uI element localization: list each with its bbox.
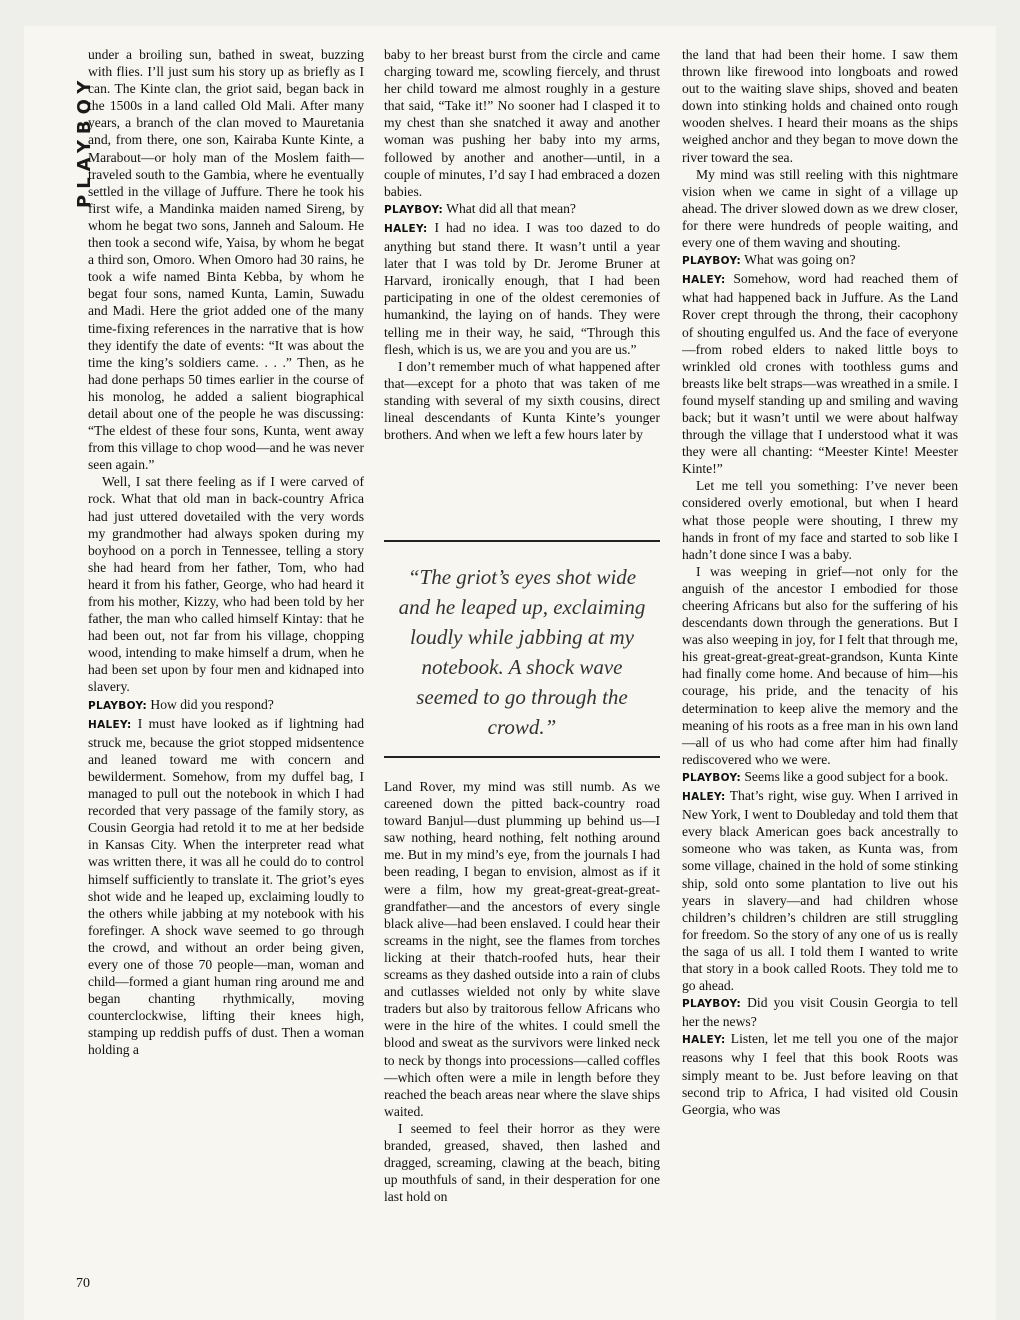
answer-text: That’s right, wise guy. When I arrived in New York, I went to Doubleday and told them that every black American goes back ancestrally to someone who was taken, as Kunta was, from some village, chained in the hold of some stinking ship, sold onto some plantation to live out his years in slavery—and had children whose children’s children’s children are still struggling for freedom. So the story of any one of us is really the saga of us all. I told them I wanted to write that story in a book called Roots. They told me to go ahead.: [682, 788, 959, 994]
speaker-label: HALEY:: [88, 718, 132, 731]
haley-answer: [682, 270, 958, 477]
speaker-label: PLAYBOY:: [384, 203, 443, 216]
col2-paragraph: Land Rover, my mind was still numb. As we careened down the pitted back-country road toward Banjul—dust plumming up behind us—I saw nothing, heard nothing, felt nothing around me. But in my mind’s eye, from the journals I had been reading, I began to envision, almost as if it were a film, how my great-great-great-great-grandfather—and the ancestors of every single black alive—had been enslaved. I could hear their screams in the night, see the flames from torches licking at their thatch-roofed huts, hear their screams as they dashed outside into a rain of clubs and cutlasses wielded not only by white slave traders but also by traitorous fellow Africans who were in the hire of the whites. I could smell the blood and sweat as the survivors were linked neck to neck by thongs into processions—called coffles—which often were a mile in length before they reached the beach areas near where the slave ships waited.: [384, 779, 660, 1119]
haley-answer: [682, 1030, 958, 1117]
question-text: What was going on?: [744, 252, 856, 268]
col2-paragraph: I seemed to feel their horror as they were branded, greased, shaved, then lashed and dragged, screaming, clawing at the beach, biting up mouthfuls of sand, in their desperation for one last hold on: [384, 1120, 660, 1205]
speaker-label: PLAYBOY:: [88, 699, 147, 712]
haley-answer: [682, 787, 958, 994]
column-2-top: [384, 46, 660, 443]
answer-text: I must have looked as if lightning had struck me, because the griot stopped midsentence and leaned toward me with concern and bewilderment. Somehow, from my duffel bag, I managed to pull out the notebook in which I had recorded that very passage of the family story, as Cousin Georgia had retold it to me at her bedside in Kansas City. When the interpreter read what was written there, it was all he could do to control himself sufficiently to translate it. The griot’s eyes shot wide and he leaped up, exclaiming loudly to the others while jabbing at my notebook with his forefinger. A shock wave seemed to go through the crowd, and without an order being given, every one of those 70 people—man, woman and child—formed a giant human ring around me and began chanting rhythmically, moving counterclockwise, lifting their knees high, stamping up reddish puffs of dust. Then a woman holding a: [88, 715, 364, 1058]
page-number: 70: [76, 1276, 90, 1291]
playboy-question: [88, 696, 364, 715]
playboy-question: [384, 200, 660, 219]
speaker-label: HALEY:: [682, 1034, 726, 1047]
col3-paragraph: I was weeping in grief—not only for the anguish of the ancestor I embodied for those cheering Africans but also for the suffering of his descendants down through the generations. But I was also weeping in joy, for I felt that through me, his great-great-great-great-grandson, Kunta Kinte had finally come home. And because of him—his courage, his pride, and the tenacity of his determination to keep alive the memory and the meaning of his roots as a free man in his own land—all of us who had come after him had finally rediscovered who we were.: [682, 563, 958, 767]
masthead: PLAYBOY: [74, 74, 95, 208]
speaker-label: PLAYBOY:: [682, 998, 741, 1011]
col1-paragraph: under a broiling sun, bathed in sweat, buzzing with flies. I’ll just sum his story up as briefly as I can. The Kinte clan, the griot said, began back in the 1500s in a land called Old Mali. After many years, a branch of the clan moved to Mauretania and, from there, one son, Kairaba Kunte Kinte, a Marabout—or holy man of the Moslem faith—traveled south to the Gambia, where he eventually settled in the village of Juffure. There he took his first wife, a Mandinka maiden named Sireng, by whom he begat two sons, Janneh and Saloum. He then took a second wife, Yaisa, by whom he begat a third son, Omoro. When Omoro had 30 rains, he took a wife named Binta Kebba, by whom he begat four sons, named Kunta, Lamin, Suwadu and Madi. Here the griot added one of the many time-fixing references in the narrative that is how they identify the date of events: “It was about the time the king’s soldiers came. . . .” Then, as he had done perhaps 50 times earlier in the course of his monolog, he added a salient biographical detail about one of the people he was discussing: “The eldest of these four sons, Kunta, went away from this village to chop wood—and he was never seen again.”: [88, 47, 364, 473]
answer-text: Listen, let me tell you one of the major reasons why I feel that this book Roots was simply meant to be. Just before leaving on that second trip to Africa, I had visited old Cousin Georgia, who was: [682, 1031, 958, 1117]
haley-answer: [88, 715, 364, 1059]
col2-paragraph: baby to her breast burst from the circle and came charging toward me, scowling fiercely, and thrust her child toward me almost roughly in a gesture that said, “Take it!” No sooner had I clasped it to my chest than she snatched it away and another woman was pushing her baby into my arms, followed by another and another—until, in a couple of minutes, I’d say I had embraced a dozen babies.: [384, 47, 660, 199]
question-text: What did all that mean?: [446, 200, 576, 216]
playboy-question: [682, 768, 958, 787]
speaker-label: PLAYBOY:: [682, 771, 741, 784]
question-text: How did you respond?: [150, 696, 274, 712]
playboy-question: [682, 994, 958, 1030]
speaker-label: HALEY:: [682, 274, 726, 287]
col3-paragraph: My mind was still reeling with this nightmare vision when we came in sight of a village up ahead. The driver slowed down as we drew closer, for there were hundreds of people waiting, and every one of them waving and shouting.: [682, 166, 958, 251]
question-text: Did you visit Cousin Georgia to tell her the news?: [682, 995, 958, 1030]
col3-paragraph: Let me tell you something: I’ve never been considered overly emotional, but when I heard what those people were shouting, I threw my hands in front of my face and started to sob like I hadn’t done since I was a baby.: [682, 478, 958, 562]
col1-paragraph: Well, I sat there feeling as if I were carved of rock. What that old man in back-country Africa had just uttered dovetailed with the very words my grandmother had always spoken during my boyhood on a porch in Tennessee, telling a story she had heard from her father, Tom, who had heard it from his father, George, who had heard it from his mother, Kizzy, who had been told by her father, the man who called himself Kintay: that he had been out, not far from his village, chopping wood, intending to make himself a drum, when he had been set upon by four men and kidnaped into slavery.: [88, 474, 364, 695]
playboy-question: [682, 251, 958, 270]
column-3: [682, 46, 958, 1118]
col2-paragraph: I don’t remember much of what happened after that—except for a photo that was taken of me standing with several of my sixth cousins, direct lineal descendants of Kunta Kinte’s younger brothers. And when we left a few hours later by: [384, 358, 660, 443]
answer-text: I had no idea. I was too dazed to do anything but stand there. It wasn’t until a year later that I was told by Dr. Jerome Bruner at Harvard, ironically enough, that I had been participating in one of the oldest ceremonies of humankind, the laying on of hands. They were telling me in their way, he said, “Through this flesh, which is us, we are you and you are us.”: [384, 219, 660, 357]
haley-answer: [384, 219, 660, 358]
speaker-label: PLAYBOY:: [682, 255, 741, 268]
pull-quote: “The griot’s eyes shot wide and he leaped up, exclaiming loudly while jabbing at my notebook. A shock wave seemed to go through the crowd.”: [384, 540, 660, 758]
column-1: [88, 46, 364, 1059]
column-2-bottom: [384, 778, 660, 1205]
col3-paragraph: the land that had been their home. I saw them thrown like firewood into longboats and rowed out to the waiting slave ships, shoved and beaten down into stinking holds and chained onto rough wooden shelves. I heard their moans as the ships weighed anchor and they began to move down the river toward the sea.: [682, 47, 958, 165]
speaker-label: HALEY:: [384, 222, 428, 235]
answer-text: Somehow, word had reached them of what had happened back in Juffure. As the Land Rover crept through the throng, their cacophony of shouting engulfed us. And the face of everyone—from robed elders to naked little boys to wrinkled old crones with toothless gums and breasts like belt straps—was wreathed in a smile. I found myself standing up and smiling and waving back; but it wasn’t until we were about halfway through the village that I understood what it was they were all chanting: “Meester Kinte! Meester Kinte!”: [682, 271, 958, 477]
question-text: Seems like a good subject for a book.: [744, 768, 949, 784]
speaker-label: HALEY:: [682, 791, 726, 804]
